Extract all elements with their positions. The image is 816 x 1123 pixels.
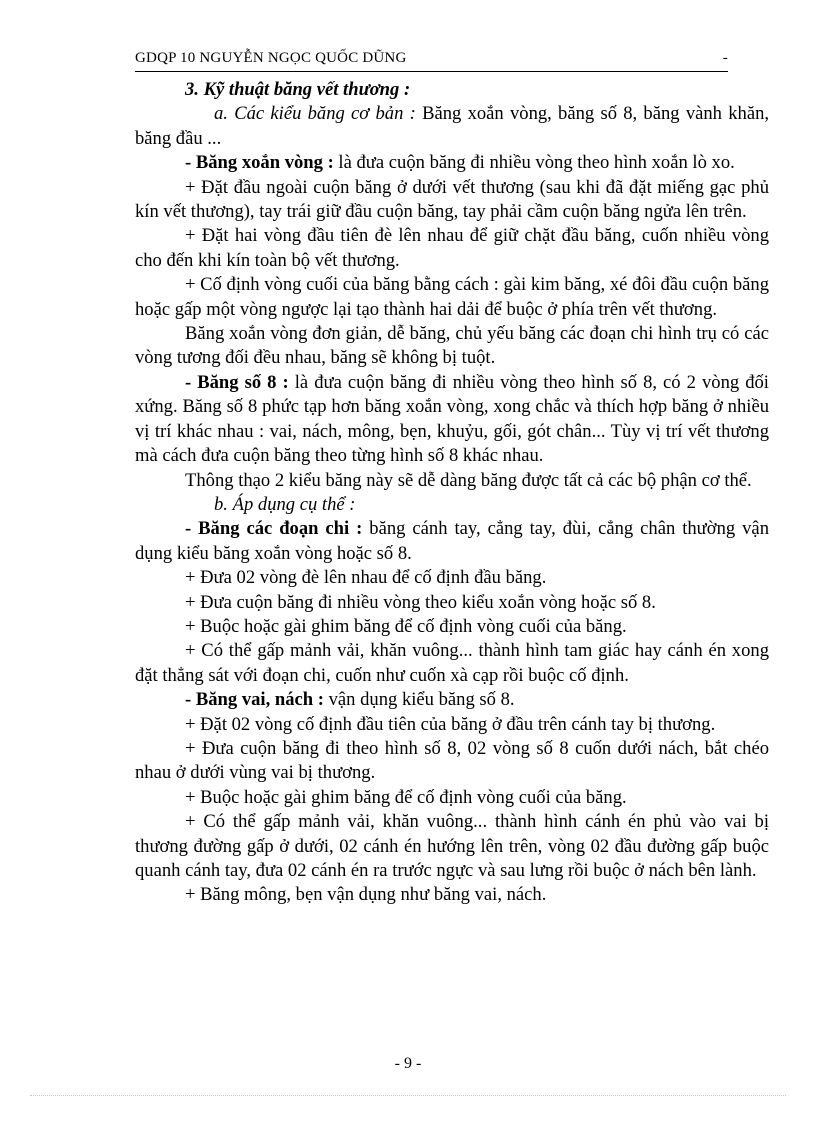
vai-nach-label: - Băng vai, nách : xyxy=(185,689,324,711)
subsection-b: b. Áp dụng cụ thể : xyxy=(214,493,356,515)
paragraph: Băng xoắn vòng đơn giản, dễ băng, chủ yếu băng các đoạn chi hình trụ có các vòng tương đối đều nhau, băng sẽ không bị tuột. xyxy=(135,323,769,369)
paragraph-xoan-vong xyxy=(135,151,769,175)
paragraph: + Đặt hai vòng đầu tiên đè lên nhau để giữ chặt đầu băng, cuốn nhiều vòng cho đến khi kín toàn bộ vết thương. xyxy=(135,225,769,271)
page-header xyxy=(135,50,728,67)
header-title: GDQP 10 NGUYỄN NGỌC QUỐC DŨNG xyxy=(135,50,407,66)
page-number: - 9 - xyxy=(394,1055,422,1072)
header-rule xyxy=(135,71,728,72)
xoan-vong-label: - Băng xoắn vòng : xyxy=(185,152,334,174)
paragraph: + Buộc hoặc gài ghim băng để cố định vòng cuối của băng. xyxy=(185,786,627,808)
page-bottom-edge xyxy=(30,1095,786,1096)
section-title: 3. Kỹ thuật băng vết thương : xyxy=(185,79,411,100)
paragraph: + Buộc hoặc gài ghim băng để cố định vòng cuối của băng. xyxy=(185,615,627,637)
paragraph: + Đưa cuộn băng đi nhiều vòng theo kiểu xoắn vòng hoặc số 8. xyxy=(185,591,656,613)
so-8-text: là đưa cuộn băng đi nhiều vòng theo hình số 8, có 2 vòng đối xứng. Băng số 8 phức tạp hơn băng xoắn vòng, xong chắc và thích hợp băng ở nhiều vị trí khác nhau : vai, nách, mông, bẹn, khuỷu, gối, gót chân... Tùy vị trí vết thương mà cách đưa cuộn băng theo từng hình số 8 khác nhau. xyxy=(135,371,769,467)
subsection-a-text: Băng xoắn vòng, băng số 8, băng vành khăn, băng đầu ... xyxy=(135,103,770,149)
subsection-a xyxy=(135,102,769,151)
paragraph: + Đặt 02 vòng cố định đầu tiên của băng ở đầu trên cánh tay bị thương. xyxy=(185,713,716,735)
doan-chi-label: - Băng các đoạn chi : xyxy=(185,518,363,540)
header-dash: - xyxy=(722,50,728,66)
paragraph: + Đưa 02 vòng đè lên nhau để cố định đầu băng. xyxy=(185,567,547,589)
paragraph-doan-chi xyxy=(135,517,769,566)
paragraph: + Cố định vòng cuối của băng bằng cách : gài kim băng, xé đôi đầu cuộn băng hoặc gấp một vòng ngược lại tạo thành hai dải để buộc ở phía trên vết thương. xyxy=(135,274,769,320)
document-body xyxy=(135,78,769,908)
subsection-a-label: a. Các kiểu băng cơ bản : xyxy=(214,103,416,125)
paragraph-so-8 xyxy=(135,371,769,469)
paragraph: + Băng mông, bẹn vận dụng như băng vai, nách. xyxy=(185,884,547,906)
paragraph: Thông thạo 2 kiểu băng này sẽ dễ dàng băng được tất cả các bộ phận cơ thể. xyxy=(185,469,752,491)
paragraph: + Có thể gấp mảnh vải, khăn vuông... thành hình cánh én phủ vào vai bị thương đường gấp ở dưới, 02 cánh én hướng lên trên, vòng 02 đầu đường gấp buộc quanh cánh tay, đưa 02 cánh én ra trước ngực và sau lưng rồi buộc ở nách bên lành. xyxy=(135,811,769,881)
xoan-vong-text: là đưa cuộn băng đi nhiều vòng theo hình xoắn lò xo. xyxy=(333,152,735,174)
paragraph: + Đặt đầu ngoài cuộn băng ở dưới vết thương (sau khi đã đặt miếng gạc phủ kín vết thương), tay trái giữ đầu cuộn băng, tay phải cầm cuộn băng ngửa lên trên. xyxy=(135,176,769,223)
paragraph-vai-nach xyxy=(135,688,769,712)
so-8-label: - Băng số 8 : xyxy=(185,371,289,393)
paragraph: + Đưa cuộn băng đi theo hình số 8, 02 vòng số 8 cuốn dưới nách, bắt chéo nhau ở dưới vùng vai bị thương. xyxy=(135,737,769,784)
paragraph: + Có thể gấp mảnh vải, khăn vuông... thành hình tam giác hay cánh én xong đặt thẳng sát với đoạn chi, cuốn như cuốn xà cạp rồi buộc cố định. xyxy=(135,640,769,686)
vai-nach-text: vận dụng kiểu băng số 8. xyxy=(323,689,515,711)
doan-chi-text: băng cánh tay, cẳng tay, đùi, cẳng chân thường vận dụng kiểu băng xoắn vòng hoặc số 8. xyxy=(135,518,769,564)
